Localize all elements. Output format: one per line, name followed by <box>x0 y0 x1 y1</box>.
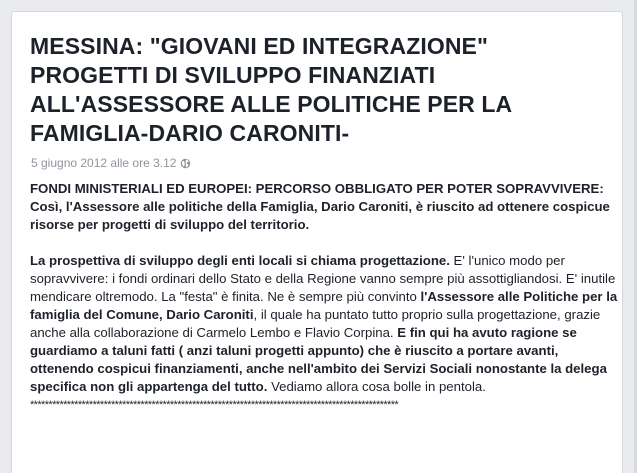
post-title: MESSINA: "GIOVANI ED INTEGRAZIONE" PROGETTI DI SVILUPPO FINANZIATI ALL'ASSESSORE ALLE POLITICHE PER LA FAMIGLIA-DARIO CARONITI- <box>30 33 512 146</box>
post-body <box>30 180 622 414</box>
main-text-3: Vediamo allora cosa bolle in pentola. <box>267 379 486 394</box>
main-text-1: E' l'unico modo per sopravvivere: i fondi ordinari dello Stato e della Regione vanno sempre più assottigliandosi. E' inutile mendicare oltremodo. La "festa" è finita. Ne è sempre più convinto <box>30 253 616 304</box>
paragraph-spacer <box>30 234 622 252</box>
paragraph-main <box>30 252 622 396</box>
post-card <box>11 11 623 473</box>
paragraph-intro <box>30 180 622 234</box>
main-text-2: , il quale ha puntato tutto proprio sulla progettazione, grazie anche alla collaborazione di Carmelo Lembo e Flavio Corpina. <box>30 307 601 340</box>
post-timestamp[interactable]: 5 giugno 2012 alle ore 3.12 <box>31 156 177 170</box>
main-bold-2: l'Assessore alle Politiche per la famiglia del Comune, Dario Caroniti <box>30 289 618 322</box>
intro-bold-text: FONDI MINISTERIALI ED EUROPEI: PERCORSO OBBLIGATO PER POTER SOPRAVVIVERE: Così, l'Assessore alle politiche della Famiglia, Dario Caroniti, è riuscito ad ottenere cospicue risorse per progetti di sviluppo del territorio. <box>30 181 610 232</box>
separator-line: **************************************************************************************************** <box>30 399 399 411</box>
main-bold-1: La prospettiva di sviluppo degli enti locali si chiama progettazione. <box>30 253 450 268</box>
post-meta <box>31 156 191 170</box>
main-bold-3: E fin qui ha avuto ragione se guardiamo a taluni fatti ( anzi taluni progetti appunto) che è riuscito a portare avanti, ottenendo cospicui finanziamenti, anche nell'ambito dei Servizi Sociali nonostante la delega specifica non gli appartenga del tutto. <box>30 325 607 394</box>
globe-icon[interactable] <box>180 158 191 169</box>
